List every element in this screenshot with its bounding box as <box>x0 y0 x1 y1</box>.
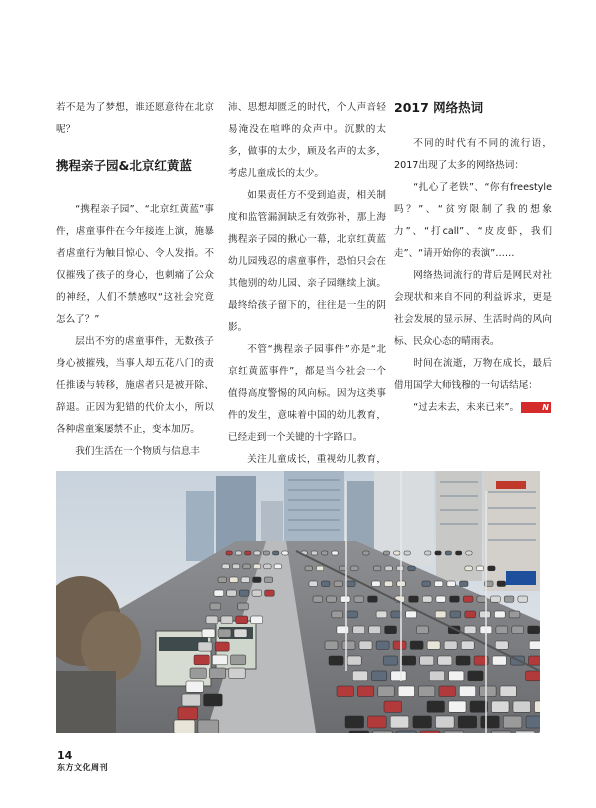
car-shape <box>495 641 508 649</box>
car-shape <box>402 656 416 665</box>
car-shape <box>383 551 389 555</box>
car-shape <box>436 596 446 602</box>
car-shape <box>539 731 540 733</box>
car-shape <box>368 716 387 728</box>
car-shape <box>465 611 476 618</box>
car-shape <box>436 716 455 728</box>
car-shape <box>459 686 475 697</box>
car-shape <box>235 551 241 555</box>
paragraph: 时间在流逝，万物在成长，最后借用国学大师钱穆的一句话结尾： <box>394 358 552 391</box>
car-shape <box>218 577 227 583</box>
car-shape <box>512 626 524 634</box>
car-shape <box>239 590 249 596</box>
car-shape <box>526 716 540 728</box>
car-shape <box>373 731 393 733</box>
car-shape <box>470 701 488 712</box>
car-shape <box>456 656 470 665</box>
section-heading-buzzwords: 2017 网络热词 <box>394 100 484 115</box>
car-shape <box>481 716 500 728</box>
car-shape <box>345 716 364 728</box>
paragraph: “携程亲子园”、“北京红黄蓝”事件，虐童事件在今年接连上演，施暴者虐童行为触目惊心、令人发指。不仅摧残了孩子的身心，也刺痛了公众的神经，人们不禁感叹“这社会究竟怎么了？” <box>56 204 214 325</box>
car-shape <box>202 629 215 637</box>
paragraph: 不管“携程亲子园事件”亦是“北京红黄蓝事件”，都是当今社会一个值得高度警惕的风向标。因为这类事件的发生，意味着中国的幼儿教育，已经走到一个关键的十字路口。 <box>228 344 386 443</box>
car-shape <box>410 641 423 649</box>
car-shape <box>374 566 381 571</box>
car-shape <box>254 551 260 555</box>
car-shape <box>477 596 487 602</box>
car-shape <box>408 566 415 571</box>
car-shape <box>491 596 501 602</box>
car-shape <box>372 581 381 587</box>
car-shape <box>385 626 397 634</box>
car-shape <box>334 581 343 587</box>
article-column-2 <box>228 97 386 493</box>
car-shape <box>385 566 392 571</box>
car-shape <box>458 716 477 728</box>
car-shape <box>226 551 232 555</box>
car-shape <box>515 731 535 733</box>
car-shape <box>390 716 409 728</box>
car-shape <box>494 611 505 618</box>
car-shape <box>347 611 358 618</box>
car-shape <box>391 671 406 681</box>
closing-quote: “过去未去，未来已来”。 <box>413 402 520 413</box>
car-shape <box>439 686 455 697</box>
car-shape <box>529 641 540 649</box>
car-shape <box>427 641 440 649</box>
car-shape <box>463 596 473 602</box>
car-shape <box>234 629 247 637</box>
car-shape <box>313 596 323 602</box>
paragraph-closing <box>394 397 552 419</box>
car-shape <box>445 551 451 555</box>
car-shape <box>209 668 225 679</box>
car-shape <box>222 564 229 569</box>
car-shape <box>435 551 441 555</box>
article-column-3 <box>394 97 552 419</box>
car-shape <box>264 577 273 583</box>
car-shape <box>383 656 397 665</box>
paragraph: 层出不穷的虐童事件，无数孩子身心被摧残，当事人却五花八门的责任推诿与转移，施虐者只是被开除、辞退。正因为犯错的代价太小，所以各种虐童案屡禁不止，变本加厉。 <box>56 336 214 435</box>
car-shape <box>526 671 540 681</box>
car-shape <box>378 686 394 697</box>
car-shape <box>444 731 464 733</box>
car-shape <box>447 581 456 587</box>
car-shape <box>480 611 491 618</box>
car-shape <box>305 566 312 571</box>
car-shape <box>496 626 508 634</box>
car-shape <box>528 626 540 634</box>
car-shape <box>214 590 224 596</box>
car-shape <box>435 611 446 618</box>
car-shape <box>245 551 251 555</box>
car-shape <box>253 577 262 583</box>
car-shape <box>316 566 323 571</box>
car-shape <box>529 656 541 665</box>
car-shape <box>194 655 209 665</box>
car-shape <box>347 581 356 587</box>
car-shape <box>456 551 462 555</box>
car-shape <box>504 596 514 602</box>
car-shape <box>198 720 219 733</box>
car-shape <box>393 641 406 649</box>
car-shape <box>404 551 410 555</box>
car-shape <box>329 656 343 665</box>
car-shape <box>204 694 223 706</box>
car-shape <box>252 590 262 596</box>
paragraph: 不同的时代有不同的流行语，2017出现了太多的网络热词： <box>394 138 552 171</box>
car-shape <box>309 581 318 587</box>
car-shape <box>492 656 506 665</box>
paragraph: 网络热词流行的背后是网民对社会现状和来自不同的利益诉求，更是社会发展的显示屏、生活时尚的风向标、民众心态的晴雨表。 <box>394 270 552 347</box>
car-shape <box>419 686 435 697</box>
car-shape <box>450 596 460 602</box>
car-shape <box>218 629 231 637</box>
car-shape <box>352 671 367 681</box>
car-shape <box>397 731 417 733</box>
car-shape <box>263 551 269 555</box>
car-shape <box>416 626 428 634</box>
car-shape <box>509 611 520 618</box>
car-shape <box>449 701 467 712</box>
car-shape <box>251 616 263 624</box>
car-shape <box>406 611 417 618</box>
car-shape <box>450 611 461 618</box>
car-shape <box>229 668 245 679</box>
end-mark-icon: N <box>521 402 551 413</box>
car-shape <box>206 616 218 624</box>
car-shape <box>363 551 369 555</box>
car-shape <box>368 596 378 602</box>
car-shape <box>241 577 250 583</box>
car-shape <box>396 566 403 571</box>
car-shape <box>476 566 483 571</box>
car-shape <box>349 731 369 733</box>
car-shape <box>503 716 522 728</box>
paragraph: 沛、思想却匮乏的时代，个人声音轻易淹没在喧哗的众声中。沉默的太多，做事的太少，顾及名声的太多，考虑儿童成长的太少。 <box>228 102 386 179</box>
magazine-name: 东方文化周刊 <box>57 763 108 772</box>
car-shape <box>488 566 495 571</box>
car-shape <box>342 641 355 649</box>
car-shape <box>427 701 445 712</box>
car-shape <box>492 701 510 712</box>
car-shape <box>491 731 511 733</box>
car-shape <box>369 626 381 634</box>
car-shape <box>359 641 372 649</box>
car-shape <box>264 564 271 569</box>
car-shape <box>449 671 464 681</box>
car-shape <box>347 656 361 665</box>
car-shape <box>465 566 472 571</box>
car-shape <box>322 551 328 555</box>
car-shape <box>513 701 531 712</box>
paragraph: 若不是为了梦想，谁还愿意待在北京呢？ <box>56 102 214 135</box>
car-shape <box>231 655 246 665</box>
car-shape <box>215 642 229 651</box>
car-shape <box>409 596 419 602</box>
car-shape <box>376 641 389 649</box>
car-shape <box>353 626 365 634</box>
car-shape <box>232 564 239 569</box>
car-shape <box>422 596 432 602</box>
car-shape <box>221 616 233 624</box>
section-heading-childcare: 携程亲子园&北京红黄蓝 <box>56 158 192 173</box>
car-shape <box>337 686 353 697</box>
car-shape <box>332 551 338 555</box>
car-shape <box>337 626 349 634</box>
article-column-1 <box>56 97 214 463</box>
car-shape <box>500 686 516 697</box>
car-shape <box>322 581 331 587</box>
car-shape <box>332 611 343 618</box>
car-shape <box>182 694 201 706</box>
car-shape <box>434 581 443 587</box>
car-shape <box>325 641 338 649</box>
car-shape <box>174 720 195 733</box>
car-shape <box>420 731 440 733</box>
car-shape <box>460 581 469 587</box>
car-shape <box>394 551 400 555</box>
car-shape <box>461 641 474 649</box>
car-shape <box>212 655 227 665</box>
car-shape <box>413 716 432 728</box>
car-shape <box>354 596 364 602</box>
car-shape <box>273 551 279 555</box>
car-shape <box>398 686 414 697</box>
car-shape <box>227 590 237 596</box>
car-shape <box>391 611 402 618</box>
car-shape <box>466 551 472 555</box>
car-shape <box>384 701 402 712</box>
car-shape <box>438 656 452 665</box>
car-shape <box>265 590 275 596</box>
car-shape <box>422 581 431 587</box>
car-shape <box>357 686 373 697</box>
car-shape <box>178 707 198 720</box>
car-shape <box>420 656 434 665</box>
car-shape <box>480 686 496 697</box>
car-shape <box>351 566 358 571</box>
car-shape <box>497 581 506 587</box>
car-shape <box>468 671 483 681</box>
car-shape <box>253 564 260 569</box>
car-shape <box>327 596 337 602</box>
car-shape <box>274 564 281 569</box>
car-shape <box>464 626 476 634</box>
traffic-jam-photo <box>56 471 540 733</box>
car-shape <box>429 671 444 681</box>
car-shape <box>425 551 431 555</box>
paragraph: 如果责任方不受到追责，相关制度和监管漏洞缺乏有效弥补，那上海携程亲子园的揪心一幕，北京红黄蓝幼儿园残忍的虐童事件，恐怕只会在其他别的幼儿园、亲子园继续上演。最终给孩子留下的，往往是一生的阴影。 <box>228 190 386 333</box>
car-shape <box>190 668 206 679</box>
car-shape <box>372 671 387 681</box>
paragraph: 关注儿童成长，重视幼儿教育， <box>247 454 386 465</box>
car-shape <box>444 641 457 649</box>
paragraph: “扎心了老铁”、“你有freestyle吗？”、“贫穷限制了我的想象力”、“打call”、“皮皮虾，我们走”、“请开始你的表演”…… <box>394 182 552 259</box>
page-number: 14 <box>57 749 73 762</box>
car-shape <box>238 603 249 610</box>
car-shape <box>236 616 248 624</box>
car-shape <box>210 603 221 610</box>
car-shape <box>243 564 250 569</box>
paragraph: 我们生活在一个物质与信息丰 <box>75 446 200 457</box>
car-shape <box>518 596 528 602</box>
car-shape <box>376 611 387 618</box>
car-shape <box>311 551 317 555</box>
car-shape <box>282 551 288 555</box>
car-shape <box>198 642 212 651</box>
car-shape <box>535 701 541 712</box>
car-shape <box>340 596 350 602</box>
car-shape <box>230 577 239 583</box>
car-shape <box>186 681 204 692</box>
car-shape <box>384 581 393 587</box>
